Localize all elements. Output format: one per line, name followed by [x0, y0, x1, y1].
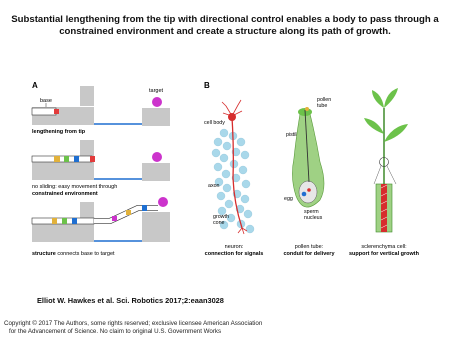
wall-block: [80, 140, 94, 158]
target-block: [142, 108, 170, 126]
pollen-label: pollen: [317, 97, 332, 103]
pistil-label: pistil: [286, 132, 297, 138]
zoom-line: [387, 166, 396, 184]
color-band: [64, 156, 69, 162]
citation: Elliot W. Hawkes et al. Sci. Robotics 2017;2:eaan3028: [37, 296, 224, 305]
wall-block: [80, 202, 94, 220]
base-label: base: [40, 98, 52, 104]
growing-tip: [54, 109, 59, 114]
color-band: [52, 218, 57, 224]
color-band: [62, 218, 67, 224]
cell-body-label: cell body: [204, 120, 225, 126]
cell-body: [228, 113, 236, 121]
title-line-2: constrained environment and create a structure along its path of growth.: [59, 26, 391, 37]
neuron-caption-2: connection for signals: [204, 251, 264, 257]
leaf: [372, 90, 384, 108]
panel-a-label: A: [32, 81, 38, 90]
no-sliding-label: no sliding: easy movement through: [32, 184, 118, 190]
wall-block: [80, 86, 94, 106]
pollen-caption-2: conduit for delivery: [283, 251, 335, 257]
tube-label: tube: [317, 103, 328, 109]
axon-label: axon: [208, 183, 220, 189]
copyright-line-2: for the Advancement of Science. No claim to original U.S. Government Works: [9, 328, 222, 335]
egg-cell: [302, 192, 307, 197]
growing-tip: [90, 156, 95, 162]
copyright: [4, 320, 262, 336]
leaf: [364, 118, 384, 134]
target-block: [142, 163, 170, 181]
egg-label: egg: [284, 196, 293, 202]
panel-a-row-1: [32, 86, 170, 135]
structure-label: [32, 251, 115, 257]
target-label: target: [149, 88, 164, 94]
neuron-caption-1: neuron:: [224, 244, 244, 250]
growth-cone: [238, 228, 247, 234]
figure: [28, 78, 428, 278]
tube-segment: [32, 156, 92, 162]
sperm-nucleus: [307, 188, 311, 192]
zoom-line: [374, 166, 381, 184]
structure-label-bold: structure: [32, 251, 56, 257]
nucleus-label: nucleus: [304, 215, 323, 221]
pollen-caption-1: pollen tube:: [294, 244, 324, 250]
scler-caption-1: sclerenchyma cell:: [361, 244, 407, 250]
panel-a-row-2: [32, 140, 170, 197]
ovule: [299, 181, 317, 203]
pollen-tube-diagram: [283, 97, 335, 257]
cone-label: cone: [213, 220, 225, 226]
color-band: [74, 156, 79, 162]
base-segment: [32, 108, 56, 115]
panel-b-label: B: [204, 81, 210, 90]
wall-base: [32, 224, 94, 242]
leaf: [384, 88, 398, 108]
sperm-label: sperm: [304, 209, 319, 215]
pollen-grain: [305, 107, 309, 111]
neuron-diagram: [204, 100, 263, 257]
color-band: [54, 156, 60, 162]
panel-a-row-3: [32, 197, 170, 257]
color-band: [112, 216, 117, 221]
sclerenchyma-diagram: [349, 88, 420, 257]
color-band: [72, 218, 77, 224]
color-band: [142, 205, 147, 211]
target-ball: [152, 152, 162, 162]
title-line-1: Substantial lengthening from the tip with directional control enables a body to pass through a: [11, 14, 439, 25]
structure-label-rest: connects base to target: [55, 251, 115, 257]
scler-caption-2: support for vertical growth: [349, 251, 419, 257]
target-block: [142, 212, 170, 242]
constrained-label: constrained environment: [32, 191, 98, 197]
target-ball: [158, 197, 168, 207]
wall-base: [32, 162, 94, 180]
sclerenchyma-core: [381, 184, 387, 232]
lengthening-label: lengthening from tip: [32, 129, 86, 135]
figure-title: [8, 14, 442, 38]
copyright-line-1: Copyright © 2017 The Authors, some rights reserved; exclusive licensee American Association: [4, 320, 263, 327]
leaf: [384, 124, 408, 142]
color-band: [126, 210, 131, 215]
target-ball: [152, 97, 162, 107]
growth-label: growth: [213, 214, 229, 220]
